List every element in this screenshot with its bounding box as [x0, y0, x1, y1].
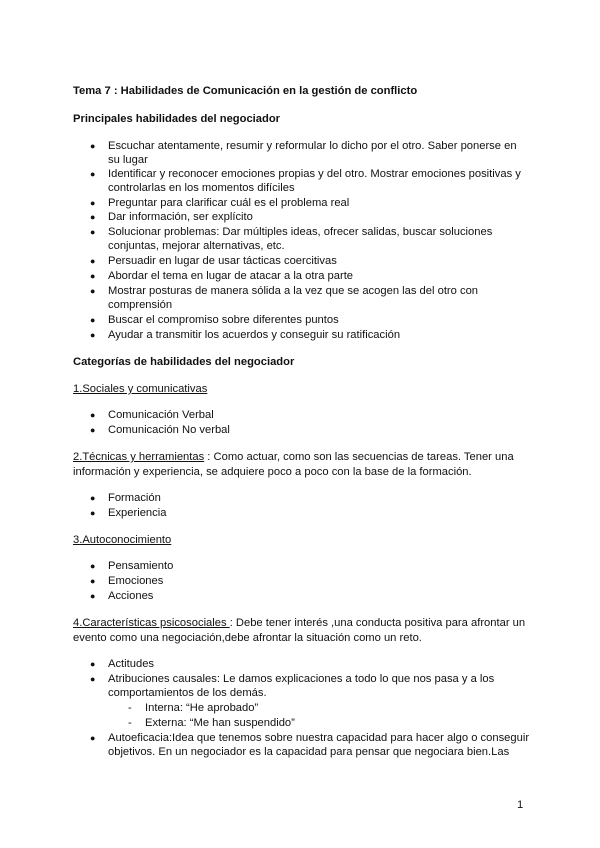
- bullet-icon: ●: [90, 169, 96, 179]
- list-item-cont: controlarlas en los momentos difíciles: [108, 182, 295, 194]
- list-item-cont: comprensión: [108, 299, 173, 311]
- category-2-title: 2.Técnicas y herramientas: [73, 451, 205, 463]
- bullet-icon: ●: [90, 410, 96, 420]
- bullet-icon: ●: [90, 141, 96, 151]
- list-item: Dar información, ser explícito: [108, 211, 253, 223]
- list-item: Atribuciones causales: Le damos explicaciones a todo lo que nos pasa y a los: [108, 673, 495, 685]
- list-item: Acciones: [108, 590, 154, 602]
- bullet-icon: ●: [90, 733, 96, 743]
- category-2-line: [73, 450, 514, 464]
- bullet-icon: ●: [90, 286, 96, 296]
- bullet-icon: ●: [90, 561, 96, 571]
- bullet-icon: ●: [90, 330, 96, 340]
- list-item: Mostrar posturas de manera sólida a la vez que se acogen las del otro con: [108, 285, 479, 297]
- list-item: Solucionar problemas: Dar múltiples ideas, ofrecer salidas, buscar soluciones: [108, 226, 493, 238]
- list-item: Comunicación Verbal: [108, 409, 214, 421]
- bullet-icon: ●: [90, 271, 96, 281]
- bullet-icon: ●: [90, 212, 96, 222]
- bullet-icon: ●: [90, 591, 96, 601]
- list-item: Pensamiento: [108, 560, 174, 572]
- bullet-icon: ●: [90, 315, 96, 325]
- list-item: Experiencia: [108, 507, 167, 519]
- dash-icon: -: [128, 702, 132, 714]
- page-number: 1: [517, 799, 524, 811]
- list-item: Buscar el compromiso sobre diferentes puntos: [108, 314, 339, 326]
- category-3-title: 3.Autoconocimiento: [73, 534, 172, 546]
- dash-icon: -: [128, 717, 132, 729]
- bullet-icon: ●: [90, 425, 96, 435]
- bullet-icon: ●: [90, 508, 96, 518]
- list-item: Autoeficacia:Idea que tenemos sobre nuestra capacidad para hacer algo o conseguir: [108, 732, 530, 744]
- list-item: Persuadir en lugar de usar tácticas coercitivas: [108, 255, 337, 267]
- bullet-icon: ●: [90, 493, 96, 503]
- list-item: Comunicación No verbal: [108, 424, 230, 436]
- bullet-icon: ●: [90, 227, 96, 237]
- list-item: Preguntar para clarificar cuál es el problema real: [108, 197, 350, 209]
- sub-list-item: Externa: “Me han suspendido”: [145, 717, 295, 729]
- bullet-icon: ●: [90, 576, 96, 586]
- list-item: Abordar el tema en lugar de atacar a la otra parte: [108, 270, 354, 282]
- bullet-icon: ●: [90, 659, 96, 669]
- bullet-icon: ●: [90, 198, 96, 208]
- category-2-desc: : Como actuar, como son las secuencias de tareas. Tener una: [204, 451, 514, 463]
- list-item: Formación: [108, 492, 161, 504]
- category-4-desc-cont: evento como una negociación,debe afrontar la situación como un reto.: [73, 632, 422, 644]
- sub-list-item: Interna: “He aprobado”: [145, 702, 259, 714]
- bullet-icon: ●: [90, 674, 96, 684]
- section-heading-categorias: Categorías de habilidades del negociador: [73, 356, 295, 368]
- list-item-cont: conjuntas, mejorar alternativas, etc.: [108, 240, 285, 252]
- list-item: Identificar y reconocer emociones propias y del otro. Mostrar emociones positivas y: [108, 168, 521, 180]
- list-item-cont: objetivos. En un negociador es la capacidad para pensar que negociara bien.Las: [108, 746, 510, 758]
- document-title: Tema 7 : Habilidades de Comunicación en la gestión de conflicto: [73, 85, 418, 97]
- bullet-icon: ●: [90, 256, 96, 266]
- category-4-line: [73, 616, 525, 630]
- list-item: Emociones: [108, 575, 164, 587]
- list-item: Actitudes: [108, 658, 155, 670]
- category-4-title: 4.Características psicosociales: [73, 617, 230, 629]
- section-heading-principales: Principales habilidades del negociador: [73, 113, 281, 125]
- category-4-desc: : Debe tener interés ,una conducta positiva para afrontar un: [229, 617, 526, 629]
- list-item-cont: su lugar: [108, 154, 148, 166]
- list-item: Ayudar a transmitir los acuerdos y conseguir su ratificación: [108, 329, 401, 341]
- list-item: Escuchar atentamente, resumir y reformular lo dicho por el otro. Saber ponerse en: [108, 140, 517, 152]
- list-item-cont: comportamientos de los demás.: [108, 687, 267, 699]
- category-1-title: 1.Sociales y comunicativas: [73, 383, 208, 395]
- category-2-desc-cont: información y experiencia, se adquiere poco a poco con la base de la formación.: [73, 466, 472, 478]
